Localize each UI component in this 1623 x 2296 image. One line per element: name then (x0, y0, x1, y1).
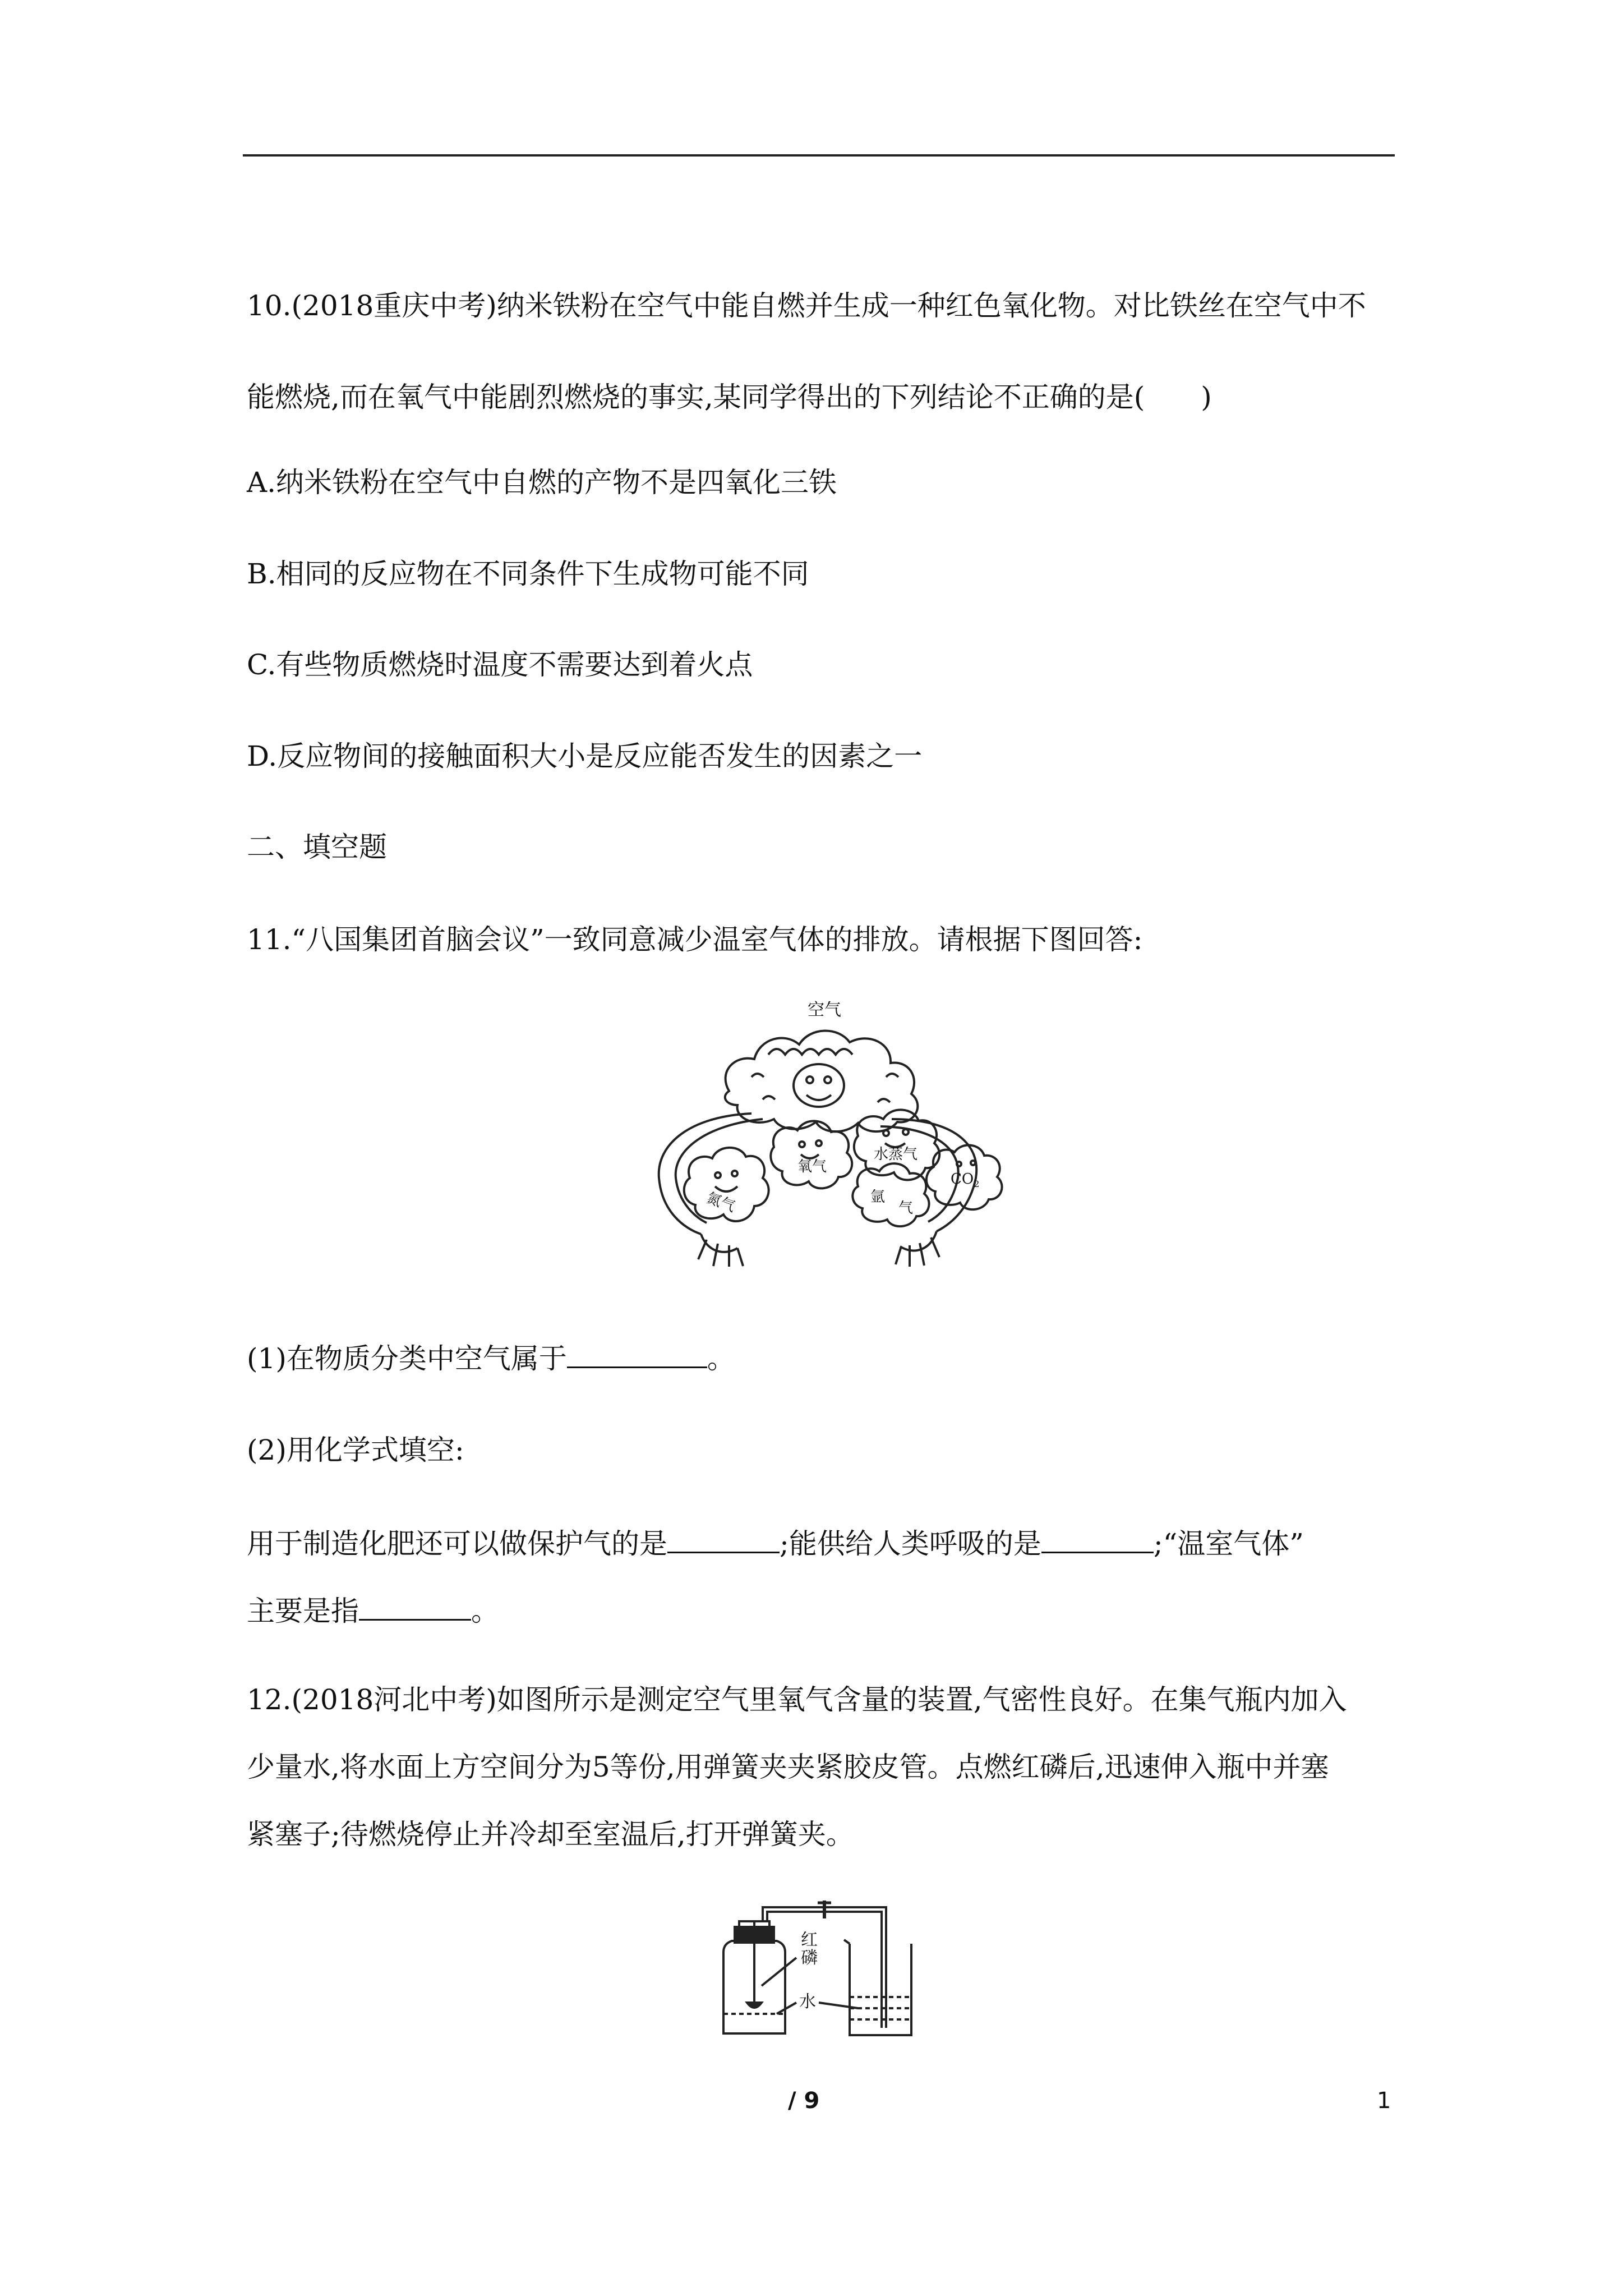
section-heading: 二、填空题 (247, 831, 387, 863)
q11-sub2-text-d: 主要是指 (247, 1595, 359, 1627)
q11-sub1-prefix: (1)在物质分类中空气属于 (247, 1342, 567, 1375)
answer-blank-2[interactable] (667, 1526, 780, 1553)
q11-sub2-text-b: ;能供给人类呼吸的是 (780, 1527, 1041, 1560)
answer-blank-1[interactable] (567, 1341, 707, 1368)
label-co2: $CO_2$ (951, 1171, 980, 1189)
right-hand (896, 1231, 939, 1267)
q10-line-2: 能燃烧,而在氧气中能剧烈燃烧的事实,某同学得出的下列结论不正确的是( ) (247, 381, 1212, 413)
page-number: 1 (1377, 2088, 1391, 2114)
oxygen-content-apparatus (712, 1896, 914, 2042)
label-argon-2: 气 (898, 1200, 914, 1217)
left-hand (698, 1234, 743, 1267)
q11-sub2-line2 (247, 1593, 499, 1628)
answer-blank-4[interactable] (359, 1593, 471, 1621)
q11-sub2: (2)用化学式填空: (247, 1434, 464, 1466)
q12-line-2: 少量水,将水面上方空间分为5等份,用弹簧夹夹紧胶皮管。点燃红磷后,迅速伸入瓶中并塞 (247, 1751, 1329, 1783)
label-argon-1: 氩 (870, 1189, 886, 1205)
label-red-phosphorus-1: 红 (801, 1930, 818, 1950)
q11-sub1-suffix: 。 (707, 1342, 735, 1375)
q10-option-a: A.纳米铁粉在空气中自燃的产物不是四氧化三铁 (247, 466, 837, 499)
air-cloud-outline (725, 1030, 918, 1131)
label-nitrogen: 氮气 (704, 1189, 737, 1216)
label-water: 水 (799, 1992, 816, 2012)
label-water-vapor: 水蒸气 (874, 1146, 918, 1163)
page-total: / 9 (788, 2088, 820, 2114)
air-composition-cartoon (623, 993, 1015, 1296)
q11-sub2-text-a: 用于制造化肥还可以做保护气的是 (247, 1527, 667, 1560)
oxygen-cloud (771, 1121, 852, 1188)
header-rule (243, 154, 1395, 157)
rubber-tube (763, 1907, 886, 2028)
q12-line-1: 12.(2018河北中考)如图所示是测定空气里氧气含量的装置,气密性良好。在集气瓶内加入 (247, 1683, 1347, 1716)
label-air: 空气 (808, 1000, 841, 1020)
q11-sub2-line1 (247, 1526, 1304, 1561)
q11-sub1 (247, 1341, 735, 1375)
q10-option-d: D.反应物间的接触面积大小是反应能否发生的因素之一 (247, 740, 923, 772)
label-oxygen: 氧气 (797, 1158, 827, 1175)
q10-option-b: B.相同的反应物在不同条件下生成物可能不同 (247, 558, 809, 590)
answer-blank-3[interactable] (1041, 1526, 1154, 1553)
label-red-phosphorus-2: 磷 (801, 1948, 818, 1968)
q10-option-c: C.有些物质燃烧时温度不需要达到着火点 (247, 648, 753, 681)
q11-sub2-text-e: 。 (471, 1595, 499, 1627)
q10-line-1: 10.(2018重庆中考)纳米铁粉在空气中能自燃并生成一种红色氧化物。对比铁丝在空气中不 (247, 289, 1366, 322)
q11-stem: 11.“八国集团首脑会议”一致同意减少温室气体的排放。请根据下图回答: (247, 923, 1143, 956)
q12-line-3: 紧塞子;待燃烧停止并冷却至室温后,打开弹簧夹。 (247, 1818, 854, 1851)
q11-sub2-text-c: ;“温室气体” (1153, 1527, 1304, 1560)
